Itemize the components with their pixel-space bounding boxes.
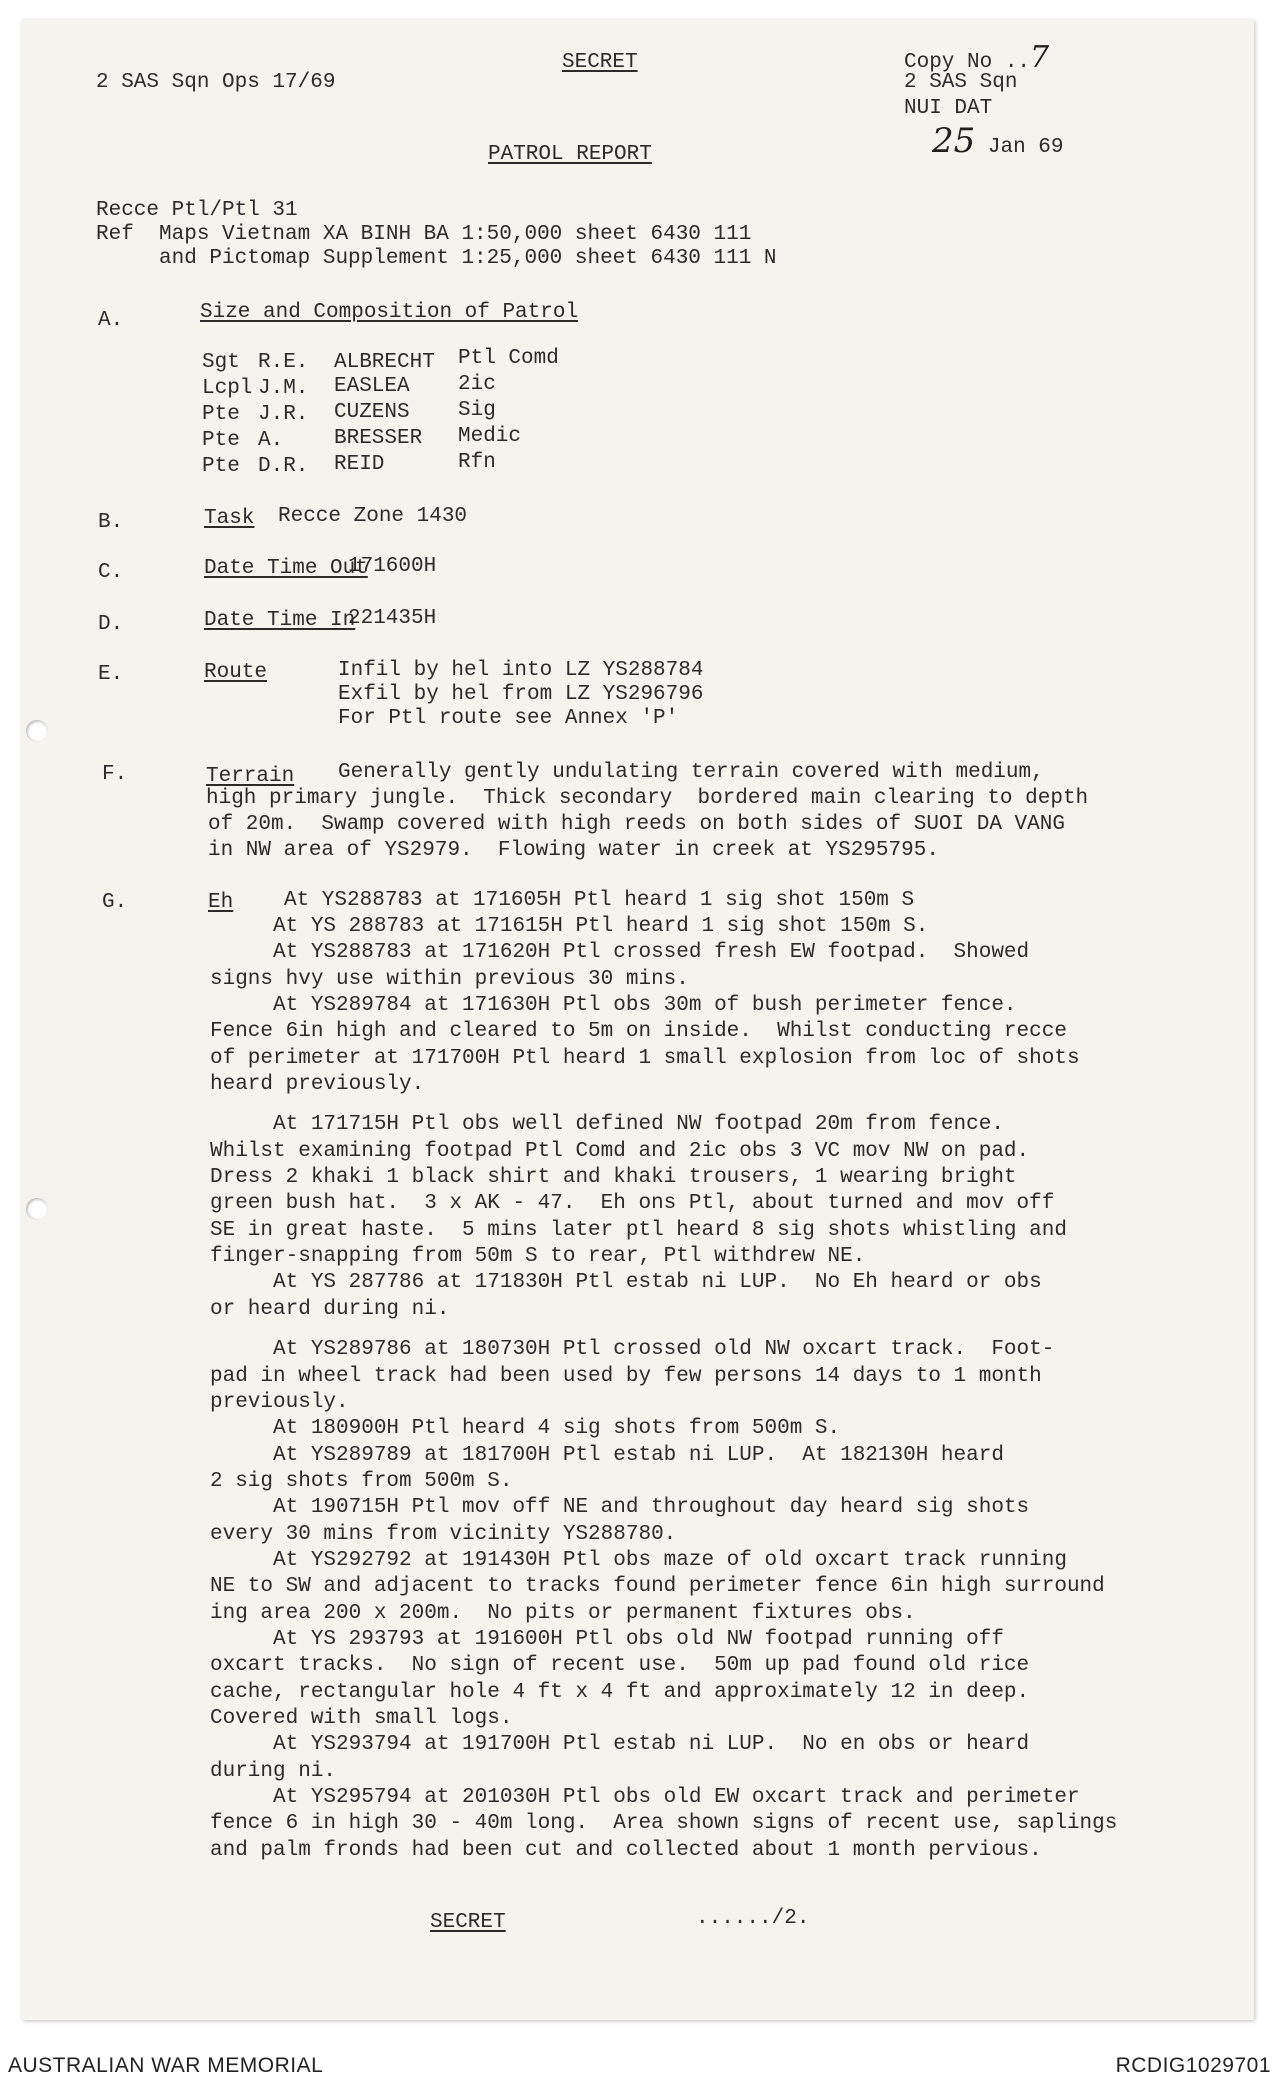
- member-role: Sig: [458, 399, 496, 422]
- member-initials: R.E.: [258, 351, 309, 374]
- report-date-day: 25: [932, 121, 976, 161]
- terrain-line: of 20m. Swamp covered with high reeds on both sides of SUOI DA VANG: [208, 813, 1065, 836]
- terrain-line: in NW area of YS2979. Flowing water in creek at YS295795.: [208, 839, 939, 862]
- punch-hole-bottom: [26, 1198, 48, 1220]
- narrative-line: Fence 6in high and cleared to 5m on inside. Whilst conducting recce: [210, 1020, 1067, 1044]
- narrative-line: oxcart tracks. No sign of recent use. 50m up pad found old rice: [210, 1654, 1030, 1678]
- ref-line-2: Ref Maps Vietnam XA BINH BA 1:50,000 sheet 6430 111: [96, 223, 752, 246]
- narrative-line: At YS 287786 at 171830H Ptl estab ni LUP. No Eh heard or obs: [210, 1271, 1042, 1295]
- route-line: Exfil by hel from LZ YS296796: [338, 683, 704, 706]
- enemy-first-line: At YS288783 at 171605H Ptl heard 1 sig shot 150m S: [284, 889, 915, 912]
- section-f-letter: F.: [102, 763, 128, 786]
- section-d-letter: D.: [98, 613, 124, 636]
- narrative-line: and palm fronds had been cut and collected about 1 month pervious.: [210, 1838, 1042, 1862]
- member-role: 2ic: [458, 373, 496, 396]
- continuation-marker: ....../2.: [696, 1907, 810, 1930]
- enemy-activity-narrative: [210, 914, 1117, 1864]
- ref-line-3: and Pictomap Supplement 1:25,000 sheet 6430 111 N: [96, 247, 777, 270]
- narrative-line: SE in great haste. 5 mins later ptl heard 8 sig shots whistling and: [210, 1218, 1067, 1242]
- punch-hole-top: [26, 720, 48, 742]
- member-rank: Pte: [202, 429, 240, 452]
- narrative-line: At YS289789 at 181700H Ptl estab ni LUP. At 182130H heard: [210, 1443, 1004, 1467]
- narrative-line: Dress 2 khaki 1 black shirt and khaki trousers, 1 wearing bright: [210, 1166, 1017, 1190]
- section-e-letter: E.: [98, 663, 124, 686]
- unit-name: 2 SAS Sqn: [904, 71, 1018, 94]
- task-value: Recce Zone 1430: [278, 505, 468, 528]
- member-name: CUZENS: [334, 401, 410, 424]
- file-reference: 2 SAS Sqn Ops 17/69: [96, 71, 336, 94]
- report-date-month: Jan 69: [987, 136, 1064, 159]
- section-c-heading: Date Time Out: [204, 557, 368, 580]
- narrative-line: At YS289786 at 180730H Ptl crossed old NW oxcart track. Foot-: [210, 1338, 1055, 1362]
- member-role: Medic: [458, 425, 522, 448]
- narrative-line: At 171715H Ptl obs well defined NW footpad 20m from fence.: [210, 1113, 1004, 1137]
- narrative-line: At 190715H Ptl mov off NE and throughout day heard sig shots: [210, 1496, 1030, 1520]
- report-date: [932, 121, 1064, 161]
- member-rank: Lcpl: [202, 377, 253, 400]
- narrative-line: heard previously.: [210, 1073, 425, 1097]
- narrative-line: cache, rectangular hole 4 ft x 4 ft and approximately 12 in deep.: [210, 1680, 1030, 1704]
- narrative-line: green bush hat. 3 x AK - 47. Eh ons Ptl, about turned and mov off: [210, 1192, 1055, 1216]
- narrative-line: 2 sig shots from 500m S.: [210, 1469, 513, 1493]
- member-role: Ptl Comd: [458, 347, 559, 370]
- section-a-heading: Size and Composition of Patrol: [200, 301, 579, 324]
- narrative-line: every 30 mins from vicinity YS288780.: [210, 1522, 677, 1546]
- member-role: Rfn: [458, 451, 496, 474]
- narrative-line: finger-snapping from 50m S to rear, Ptl withdrew NE.: [210, 1245, 866, 1269]
- date-time-out-value: 171600H: [348, 555, 437, 578]
- section-g-heading: Eh: [208, 891, 234, 914]
- narrative-line: pad in wheel track had been used by few persons 14 days to 1 month: [210, 1364, 1042, 1388]
- section-f-heading: Terrain: [206, 765, 295, 788]
- section-b-heading: Task: [204, 507, 255, 530]
- ref-line-1: Recce Ptl/Ptl 31: [96, 199, 298, 222]
- member-name: REID: [334, 453, 385, 476]
- section-b-letter: B.: [98, 511, 124, 534]
- member-initials: J.R.: [258, 403, 309, 426]
- copy-number-label: Copy No ..: [904, 51, 1031, 74]
- report-title: PATROL REPORT: [488, 143, 652, 166]
- narrative-line: [210, 1323, 1117, 1337]
- section-a-letter: A.: [98, 309, 124, 332]
- narrative-line: or heard during ni.: [210, 1297, 450, 1321]
- narrative-line: signs hvy use within previous 30 mins.: [210, 967, 689, 991]
- location: NUI DAT: [904, 97, 993, 120]
- narrative-line: At YS295794 at 201030H Ptl obs old EW oxcart track and perimeter: [210, 1786, 1080, 1809]
- archive-credit-right: RCDIG1029701: [1115, 2054, 1271, 2077]
- section-e-heading: Route: [204, 661, 268, 684]
- narrative-line: NE to SW and adjacent to tracks found perimeter fence 6in high surround: [210, 1575, 1105, 1599]
- terrain-line: high primary jungle. Thick secondary bordered main clearing to depth: [206, 787, 1089, 810]
- archive-credit-left: AUSTRALIAN WAR MEMORIAL: [8, 2054, 324, 2077]
- narrative-line: Covered with small logs.: [210, 1706, 513, 1730]
- narrative-line: [210, 1098, 1117, 1112]
- narrative-line: of perimeter at 171700H Ptl heard 1 small explosion from loc of shots: [210, 1046, 1080, 1070]
- narrative-line: At 180900H Ptl heard 4 sig shots from 500m S.: [210, 1417, 841, 1441]
- narrative-line: previously.: [210, 1390, 349, 1414]
- document-page: [22, 20, 1254, 2020]
- date-time-in-value: 221435H: [348, 607, 437, 630]
- narrative-line: At YS289784 at 171630H Ptl obs 30m of bush perimeter fence.: [210, 994, 1017, 1018]
- narrative-line: At YS288783 at 171620H Ptl crossed fresh EW footpad. Showed: [210, 941, 1030, 965]
- member-name: BRESSER: [334, 427, 423, 450]
- narrative-line: during ni.: [210, 1759, 337, 1783]
- copy-number-value: 7: [1030, 40, 1050, 75]
- terrain-first-line: Generally gently undulating terrain covered with medium,: [338, 761, 1044, 784]
- member-rank: Pte: [202, 403, 240, 426]
- narrative-line: fence 6 in high 30 - 40m long. Area shown signs of recent use, saplings: [210, 1812, 1118, 1836]
- narrative-line: At YS293794 at 191700H Ptl estab ni LUP. No en obs or heard: [210, 1733, 1030, 1757]
- narrative-line: At YS292792 at 191430H Ptl obs maze of old oxcart track running: [210, 1548, 1067, 1572]
- narrative-line: At YS 293793 at 191600H Ptl obs old NW footpad running off: [210, 1627, 1004, 1651]
- member-rank: Sgt: [202, 351, 240, 374]
- route-line: For Ptl route see Annex 'P': [338, 707, 679, 730]
- classification-top: SECRET: [562, 51, 638, 74]
- member-initials: A.: [258, 429, 284, 452]
- route-line: Infil by hel into LZ YS288784: [338, 659, 704, 682]
- narrative-line: ing area 200 x 200m. No pits or permanent fixtures obs.: [210, 1601, 916, 1625]
- section-c-letter: C.: [98, 561, 124, 584]
- member-name: EASLEA: [334, 375, 410, 398]
- member-initials: J.M.: [258, 377, 309, 400]
- classification-bottom: SECRET: [430, 1911, 506, 1934]
- section-d-heading: Date Time In: [204, 609, 356, 632]
- narrative-line: Whilst examining footpad Ptl Comd and 2ic obs 3 VC mov NW on pad.: [210, 1139, 1030, 1163]
- section-g-letter: G.: [102, 891, 128, 914]
- member-initials: D.R.: [258, 455, 309, 478]
- member-rank: Pte: [202, 455, 240, 478]
- member-name: ALBRECHT: [334, 351, 435, 374]
- narrative-line: At YS 288783 at 171615H Ptl heard 1 sig shot 150m S.: [210, 915, 929, 938]
